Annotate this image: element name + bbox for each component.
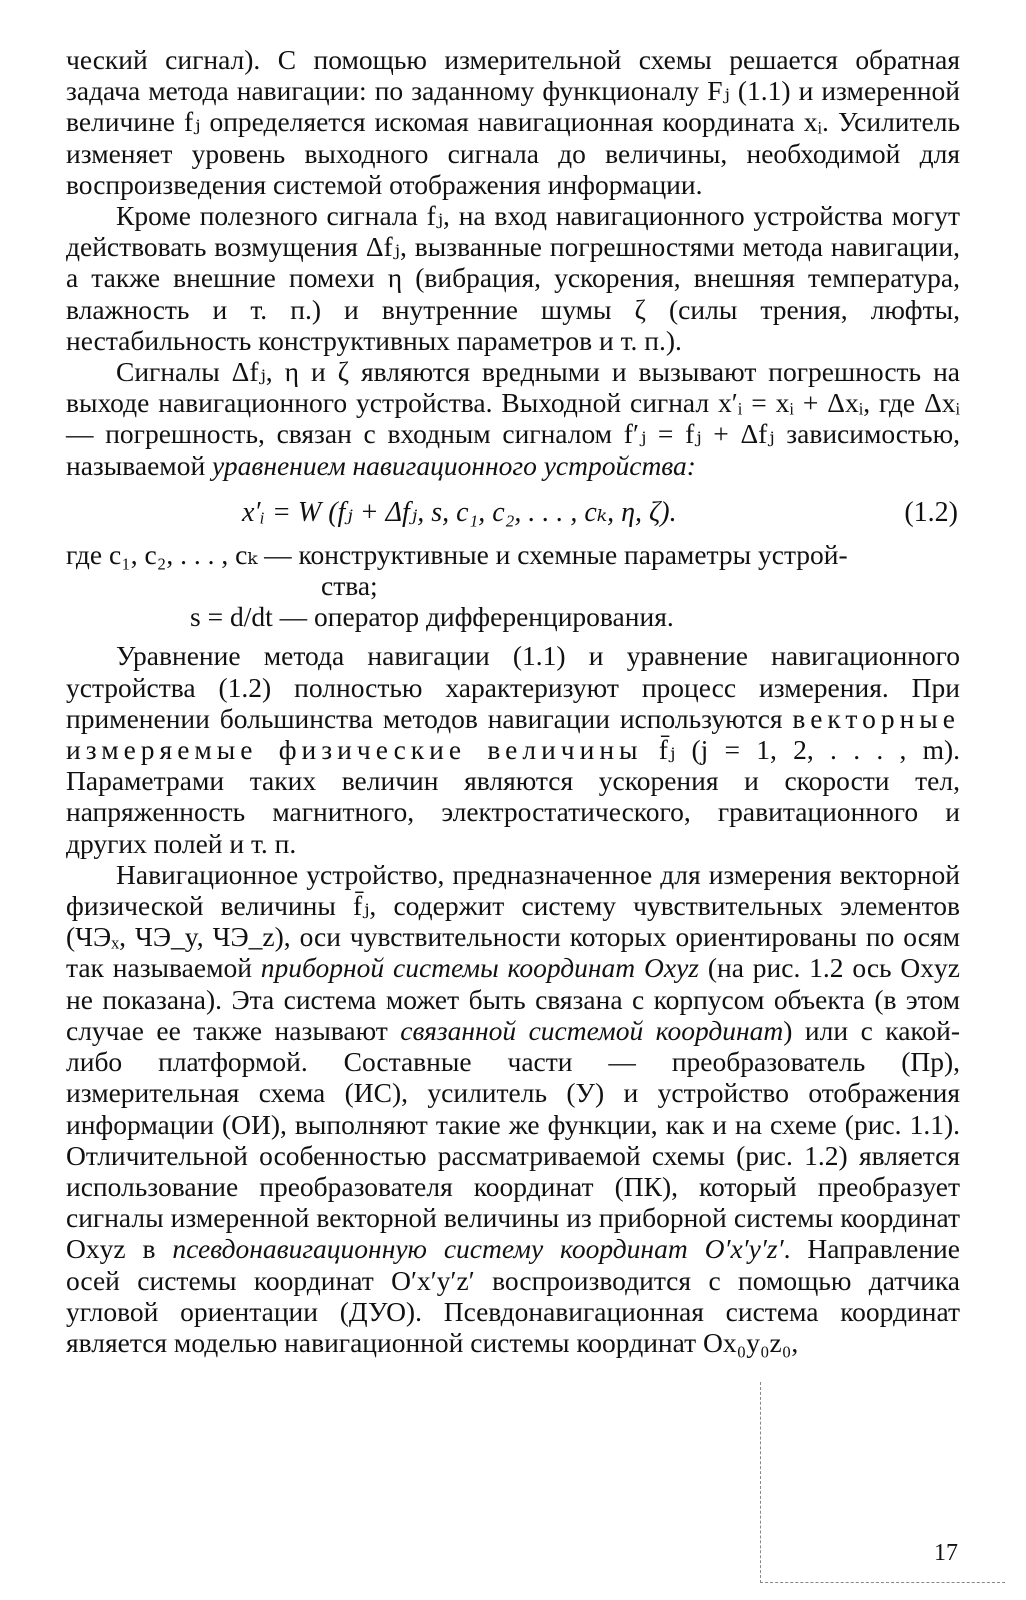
paragraph-4-text-a: Уравнение метода навигации (1.1) и уравнение навигационного устройства (1.2) полностью характеризуют процесс измерения. При применении большинства методов навигации используются bbox=[66, 640, 960, 734]
paragraph-5 bbox=[66, 859, 960, 1358]
legend-line-3: s = d/dt — оператор дифференцирования. bbox=[190, 601, 674, 633]
equation-1-2 bbox=[66, 491, 960, 535]
paragraph-4 bbox=[66, 640, 960, 858]
paragraph-2: Кроме полезного сигнала fⱼ, на вход навигационного устройства могут действовать возмущения Δfⱼ, вызванные погрешностями метода навигации, а также внешние помехи η (вибрация, ускорения, внешняя температура, влажность и т. п.) и внутренние шумы ζ (силы трения, люфты, нестабильность конструктивных параметров и т. п.). bbox=[66, 200, 960, 356]
paragraph-5-text-a: Навигационное устройство, предназначенное для измерения векторной физической величины f̄ⱼ, содержит систему чувствительных элементов (ЧЭₓ, ЧЭ_y, ЧЭ_z), оси чувствительности которых ориентированы по осям так называемой bbox=[66, 858, 960, 984]
term-body-frame: связанной системой координат bbox=[400, 1014, 784, 1046]
equation-legend bbox=[66, 539, 960, 633]
paragraph-5-text-d: . Направление осей системы координат O′x′y′z′ воспроизводится с помощью датчика угловой ориентации (ДУО). Псевдонавигационная система координат является моделью навигационной системы координат Ox₀y₀z₀, bbox=[66, 1233, 960, 1358]
term-navigation-device-equation: уравнением навигационного устройства: bbox=[212, 449, 696, 481]
paragraph-3 bbox=[66, 356, 960, 481]
paragraph-4-text-b: f̄ⱼ (j = 1, 2, . . . , m). Параметрами таких величин являются ускорения и скорости тел, напряженность магнитного, электростатического, гравитационного и других полей и т. п. bbox=[66, 734, 961, 859]
term-pseudo-navigation-frame: псевдонавигационную систему координат O′x′y′z′ bbox=[172, 1233, 784, 1265]
legend-line-2: ства; bbox=[321, 570, 378, 602]
term-instrument-frame: приборной системы координат Oxyz bbox=[260, 952, 699, 984]
equation-number: (1.2) bbox=[904, 496, 958, 528]
page-number: 17 bbox=[934, 1540, 958, 1566]
legend-line-1: где c₁, c₂, . . . , cₖ — конструктивные и схемные параметры устрой- bbox=[66, 538, 848, 570]
term-vector-quantities: векторные измеряемые физические величины bbox=[66, 702, 960, 766]
body-text bbox=[66, 44, 960, 1358]
library-stamp-border bbox=[760, 1382, 1005, 1583]
equation-formula: x′ᵢ = W (fⱼ + Δfⱼ, s, c₁, c₂, . . . , cₖ, η, ζ). bbox=[242, 496, 677, 528]
paragraph-3-text: Сигналы Δfⱼ, η и ζ являются вредными и вызывают погрешность на выходе навигационного устройства. Выходной сигнал x′ᵢ = xᵢ + Δxᵢ, где Δxᵢ — погрешность, связан с входным сигналом f′ⱼ = fⱼ + Δfⱼ зависимостью, называемой bbox=[66, 356, 960, 481]
paragraph-1: ческий сигнал). С помощью измерительной схемы решается обратная задача метода навигации: по заданному функционалу Fⱼ (1.1) и измеренной величине fⱼ определяется искомая навигационная координата xᵢ. Усилитель изменяет уровень выходного сигнала до величины, необходимой для воспроизведения системой отображения информации. bbox=[66, 44, 960, 200]
paragraph-5-text-b: (на рис. 1.2 ось Oxyz не показана). Эта система может быть связана с корпусом объекта (в этом случае ее также называют bbox=[66, 952, 960, 1046]
paragraph-5-text-c: ) или с какой-либо платформой. Составные части — преобразователь (Пр), измерительная схема (ИС), усилитель (У) и устройство отображения информации (ОИ), выполняют такие же функции, как и на схеме (рис. 1.1). Отличительной особенностью рассматриваемой схемы (рис. 1.2) является использование преобразователя координат (ПК), который преобразует сигналы измеренной векторной величины из приборной системы координат Oxyz в bbox=[66, 1014, 960, 1265]
